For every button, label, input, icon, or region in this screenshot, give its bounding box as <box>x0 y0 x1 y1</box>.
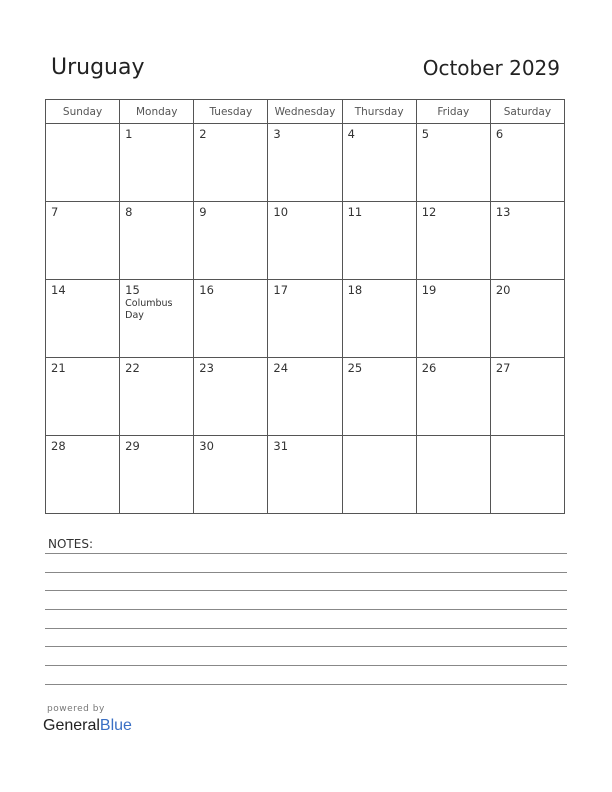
day-cell <box>268 280 342 358</box>
day-number: 24 <box>273 361 289 375</box>
week-row <box>46 124 565 202</box>
day-number: 21 <box>51 361 66 375</box>
day-cell <box>120 436 194 514</box>
note-line <box>45 628 567 629</box>
note-line <box>45 572 567 573</box>
day-cell <box>268 358 342 436</box>
note-line <box>45 684 567 685</box>
weekday-header: Friday <box>416 100 490 124</box>
day-number: 14 <box>51 283 66 297</box>
day-number: 2 <box>199 127 207 141</box>
powered-by-text: powered by <box>47 704 105 714</box>
day-cell <box>342 202 416 280</box>
day-cell <box>342 124 416 202</box>
day-cell <box>194 202 268 280</box>
day-number: 18 <box>347 283 363 297</box>
day-number: 5 <box>421 127 430 141</box>
day-number: 20 <box>495 283 511 297</box>
day-number: 13 <box>495 205 511 219</box>
day-number: 10 <box>273 205 289 219</box>
week-row <box>46 202 565 280</box>
weekday-header: Tuesday <box>194 100 268 124</box>
day-cell <box>46 436 120 514</box>
day-cell <box>46 358 120 436</box>
day-cell <box>268 202 342 280</box>
day-number: 31 <box>273 439 289 453</box>
day-cell <box>490 280 564 358</box>
holiday-label: Columbus Day <box>125 298 173 321</box>
calendar-grid <box>45 99 565 514</box>
day-number: 29 <box>125 439 140 453</box>
note-line <box>45 553 567 554</box>
day-number: 7 <box>51 205 59 219</box>
week-row <box>46 358 565 436</box>
day-number: 26 <box>421 361 437 375</box>
day-cell <box>490 436 564 514</box>
day-number <box>417 436 490 439</box>
notes-label: NOTES: <box>48 537 93 551</box>
day-cell <box>416 358 490 436</box>
day-cell <box>120 124 194 202</box>
day-number <box>343 436 416 439</box>
day-cell <box>268 124 342 202</box>
day-cell <box>194 280 268 358</box>
day-number: 28 <box>51 439 66 453</box>
day-number: 8 <box>125 205 133 219</box>
weekday-header-row <box>46 100 565 124</box>
day-cell <box>490 124 564 202</box>
day-number: 27 <box>495 361 511 375</box>
day-number: 9 <box>199 205 207 219</box>
note-line <box>45 646 567 647</box>
day-cell <box>194 436 268 514</box>
day-cell <box>268 436 342 514</box>
weekday-header: Sunday <box>46 100 120 124</box>
day-cell <box>416 436 490 514</box>
day-cell <box>490 358 564 436</box>
day-cell <box>194 124 268 202</box>
day-cell <box>490 202 564 280</box>
month-year-title: October 2029 <box>422 56 560 80</box>
day-number: 3 <box>273 127 281 141</box>
day-cell <box>120 280 194 358</box>
day-cell <box>194 358 268 436</box>
day-cell <box>342 280 416 358</box>
day-number: 11 <box>347 205 363 219</box>
day-number: 30 <box>199 439 214 453</box>
day-cell <box>120 358 194 436</box>
weekday-header: Monday <box>120 100 194 124</box>
day-cell <box>46 280 120 358</box>
day-number: 4 <box>347 127 355 141</box>
day-cell <box>416 202 490 280</box>
day-cell <box>46 124 120 202</box>
country-title: Uruguay <box>51 55 145 80</box>
day-number <box>46 124 119 127</box>
day-cell <box>120 202 194 280</box>
logo-blue-text: Blue <box>99 717 132 734</box>
day-number: 22 <box>125 361 140 375</box>
day-number <box>491 436 564 439</box>
day-number: 19 <box>421 283 437 297</box>
day-number: 16 <box>199 283 214 297</box>
note-line <box>45 590 567 591</box>
day-cell <box>416 280 490 358</box>
day-cell <box>342 358 416 436</box>
weekday-header: Wednesday <box>268 100 342 124</box>
week-row <box>46 280 565 358</box>
weekday-header: Saturday <box>490 100 564 124</box>
day-cell <box>46 202 120 280</box>
week-row <box>46 436 565 514</box>
day-number: 12 <box>421 205 437 219</box>
logo-general-text: General <box>43 717 100 734</box>
day-number: 23 <box>199 361 214 375</box>
note-line <box>45 665 567 666</box>
generalblue-logo <box>43 717 132 735</box>
day-number: 6 <box>495 127 504 141</box>
day-cell <box>416 124 490 202</box>
weekday-header: Thursday <box>342 100 416 124</box>
note-line <box>45 609 567 610</box>
day-number: 1 <box>125 127 133 141</box>
day-number: 25 <box>347 361 363 375</box>
day-number: 15 <box>125 283 140 297</box>
day-number: 17 <box>273 283 289 297</box>
day-cell <box>342 436 416 514</box>
